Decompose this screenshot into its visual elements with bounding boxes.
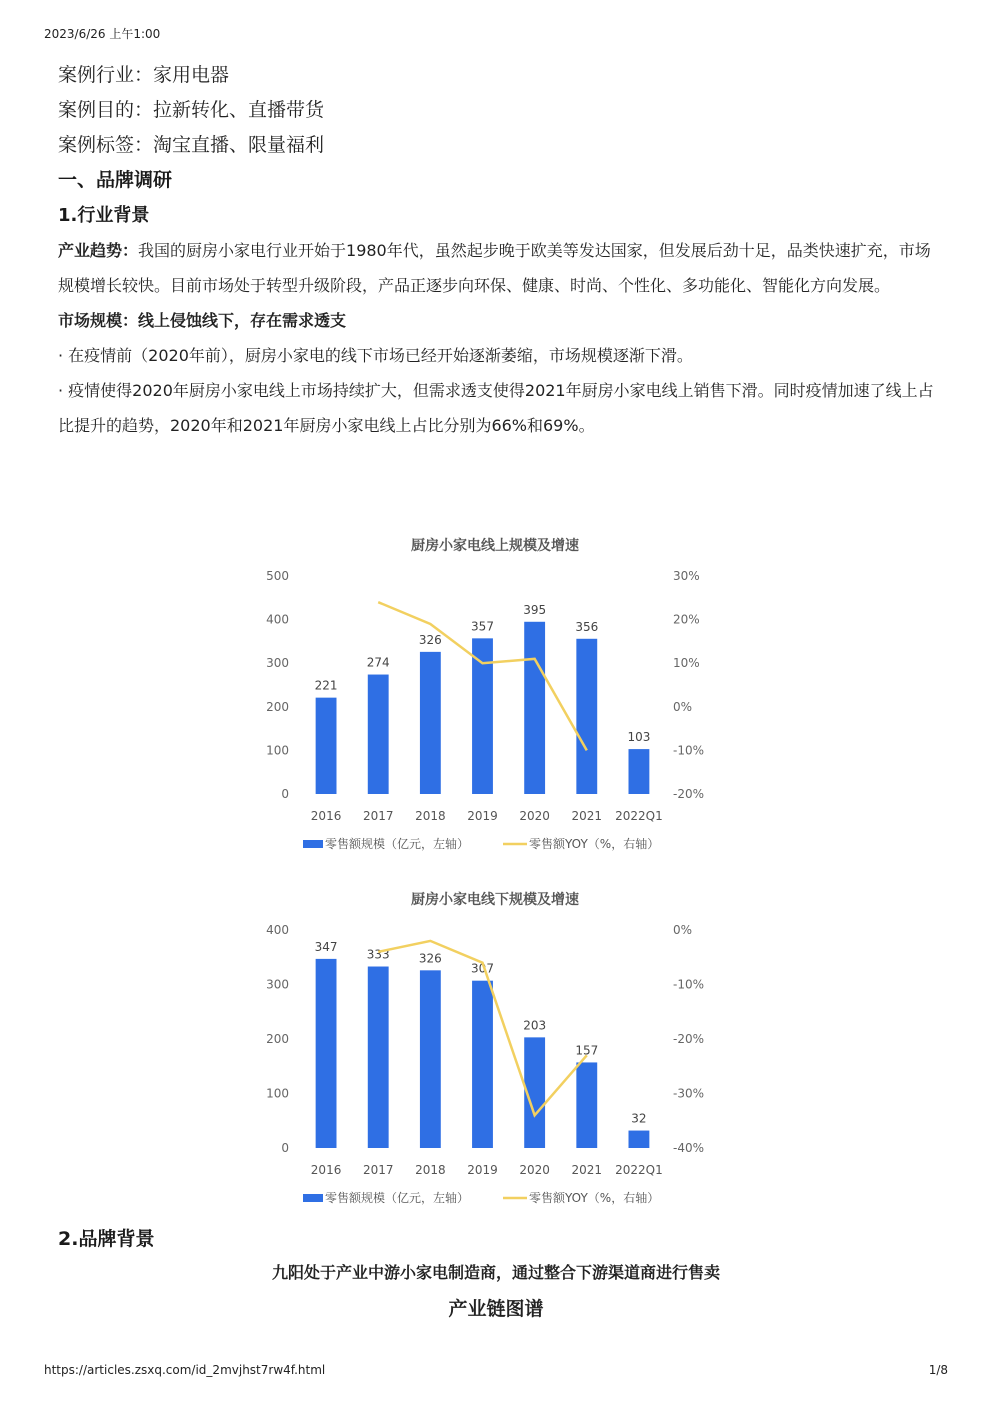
left-axis-tick-label: 100 xyxy=(266,1086,289,1101)
right-axis-tick-label: 30% xyxy=(673,569,700,583)
left-axis-tick-label: 300 xyxy=(266,977,289,992)
bar-value-label: 103 xyxy=(627,730,651,745)
bar-value-label: 157 xyxy=(575,1043,599,1058)
left-axis-tick-label: 300 xyxy=(266,656,289,671)
bullet-pandemic: · 疫情使得2020年厨房小家电线上市场持续扩大，但需求透支使得2021年厨房小家电线上销售下滑。同时疫情加速了线上占比提升的趋势，2020年和2021年厨房小家电线上占比分别为66%和69%。 xyxy=(58,381,934,435)
bar-value-label: 395 xyxy=(523,602,547,617)
bar-value-label: 274 xyxy=(366,655,390,670)
case-purpose: 案例目的：拉新转化、直播带货 xyxy=(58,99,325,121)
bar xyxy=(629,749,650,794)
section-title-brand-research: 一、品牌调研 xyxy=(58,169,173,191)
case-tags: 案例标签：淘宝直播、限量福利 xyxy=(58,134,325,156)
scale-label: 市场规模：线上侵蚀线下，存在需求透支 xyxy=(58,311,347,330)
bar xyxy=(368,675,389,794)
left-axis-tick-label: 400 xyxy=(266,923,289,937)
x-axis-tick-label: 2017 xyxy=(362,1163,394,1177)
x-axis-tick-label: 2021 xyxy=(571,809,603,823)
left-axis-tick-label: 200 xyxy=(266,1032,289,1046)
source-url: https://articles.zsxq.com/id_2mvjhst7rw4f.html xyxy=(44,1363,326,1377)
bar xyxy=(316,959,337,1148)
bar xyxy=(524,622,545,794)
bar xyxy=(576,639,597,794)
x-axis-tick-label: 2022Q1 xyxy=(615,809,663,823)
bar xyxy=(420,652,441,794)
bar xyxy=(629,1131,650,1148)
bar xyxy=(472,981,493,1148)
x-axis-tick-label: 2019 xyxy=(467,1163,498,1177)
brand-position-subtitle: 九阳处于产业中游小家电制造商，通过整合下游渠道商进行售卖 xyxy=(271,1263,720,1282)
legend-bar-swatch xyxy=(303,840,323,848)
bar-value-label: 357 xyxy=(471,619,494,634)
right-axis-tick-label: 10% xyxy=(673,656,700,671)
bullet-pre-pandemic: · 在疫情前（2020年前），厨房小家电的线下市场已经开始逐渐萎缩，市场规模逐渐下滑。 xyxy=(58,346,693,365)
subsection-title-brand: 2.品牌背景 xyxy=(58,1228,155,1250)
left-axis-tick-label: 500 xyxy=(266,569,289,583)
left-axis-tick-label: 200 xyxy=(266,699,289,714)
industry-chain-title: 产业链图谱 xyxy=(448,1298,544,1320)
right-axis-tick-label: -10% xyxy=(673,977,705,992)
online-scale-chart-svg xyxy=(245,522,745,862)
x-axis-tick-label: 2020 xyxy=(519,809,550,823)
market-scale-heading xyxy=(58,303,938,338)
x-axis-tick-label: 2016 xyxy=(310,1163,342,1177)
legend-line-label: 零售额YOY（%，右轴） xyxy=(529,837,660,851)
bar xyxy=(316,698,337,794)
x-axis-tick-label: 2021 xyxy=(571,1163,603,1177)
bar-value-label: 32 xyxy=(631,1111,647,1126)
chart-title: 厨房小家电线下规模及增速 xyxy=(411,892,579,908)
x-axis-tick-label: 2016 xyxy=(310,809,342,823)
bar-value-label: 347 xyxy=(314,939,338,954)
online-scale-chart xyxy=(245,522,745,862)
bar-value-label: 333 xyxy=(366,947,390,962)
right-axis-tick-label: 0% xyxy=(673,923,693,937)
right-axis-tick-label: 20% xyxy=(673,612,700,627)
bar-value-label: 221 xyxy=(314,678,338,693)
bar-value-label: 203 xyxy=(523,1018,547,1033)
left-axis-tick-label: 100 xyxy=(266,743,289,758)
right-axis-tick-label: -20% xyxy=(673,787,705,801)
legend-bar-swatch xyxy=(303,1194,323,1202)
trend-label: 产业趋势： xyxy=(58,241,139,260)
bar xyxy=(576,1062,597,1148)
left-axis-tick-label: 0 xyxy=(281,1141,289,1155)
bar-value-label: 326 xyxy=(418,632,442,647)
print-datetime: 2023/6/26 上午1:00 xyxy=(44,27,161,41)
right-axis-tick-label: -20% xyxy=(673,1032,705,1046)
legend-bar-label: 零售额规模（亿元，左轴） xyxy=(325,1191,470,1205)
left-axis-tick-label: 400 xyxy=(266,612,289,627)
subsection-title-industry: 1.行业背景 xyxy=(58,205,150,226)
right-axis-tick-label: -40% xyxy=(673,1141,705,1155)
industry-trend-paragraph xyxy=(58,233,938,303)
x-axis-tick-label: 2018 xyxy=(415,809,446,823)
x-axis-tick-label: 2020 xyxy=(519,1163,550,1177)
article-body xyxy=(58,58,938,443)
legend-bar-label: 零售额规模（亿元，左轴） xyxy=(325,837,470,851)
page-number: 1/8 xyxy=(928,1363,948,1377)
bar-value-label: 356 xyxy=(575,619,599,634)
offline-scale-chart xyxy=(245,880,745,1210)
x-axis-tick-label: 2019 xyxy=(467,809,498,823)
bar xyxy=(420,970,441,1148)
right-axis-tick-label: -10% xyxy=(673,743,705,758)
x-axis-tick-label: 2022Q1 xyxy=(615,1163,663,1177)
chart-title: 厨房小家电线上规模及增速 xyxy=(411,538,579,554)
bar-value-label: 326 xyxy=(418,951,442,966)
x-axis-tick-label: 2018 xyxy=(415,1163,446,1177)
trend-text: 我国的厨房小家电行业开始于1980年代，虽然起步晚于欧美等发达国家，但发展后劲十足，品类快速扩充，市场规模增长较快。目前市场处于转型升级阶段，产品正逐步向环保、健康、时尚、个性化、多功能化、智能化方向发展。 xyxy=(58,241,931,295)
offline-scale-chart-svg xyxy=(245,880,745,1210)
legend-line-label: 零售额YOY（%，右轴） xyxy=(529,1191,660,1205)
bar-value-label: 307 xyxy=(471,961,494,976)
x-axis-tick-label: 2017 xyxy=(362,809,394,823)
right-axis-tick-label: 0% xyxy=(673,699,693,714)
right-axis-tick-label: -30% xyxy=(673,1086,705,1101)
case-industry: 案例行业：家用电器 xyxy=(58,64,230,86)
left-axis-tick-label: 0 xyxy=(281,787,289,801)
bar xyxy=(368,967,389,1148)
